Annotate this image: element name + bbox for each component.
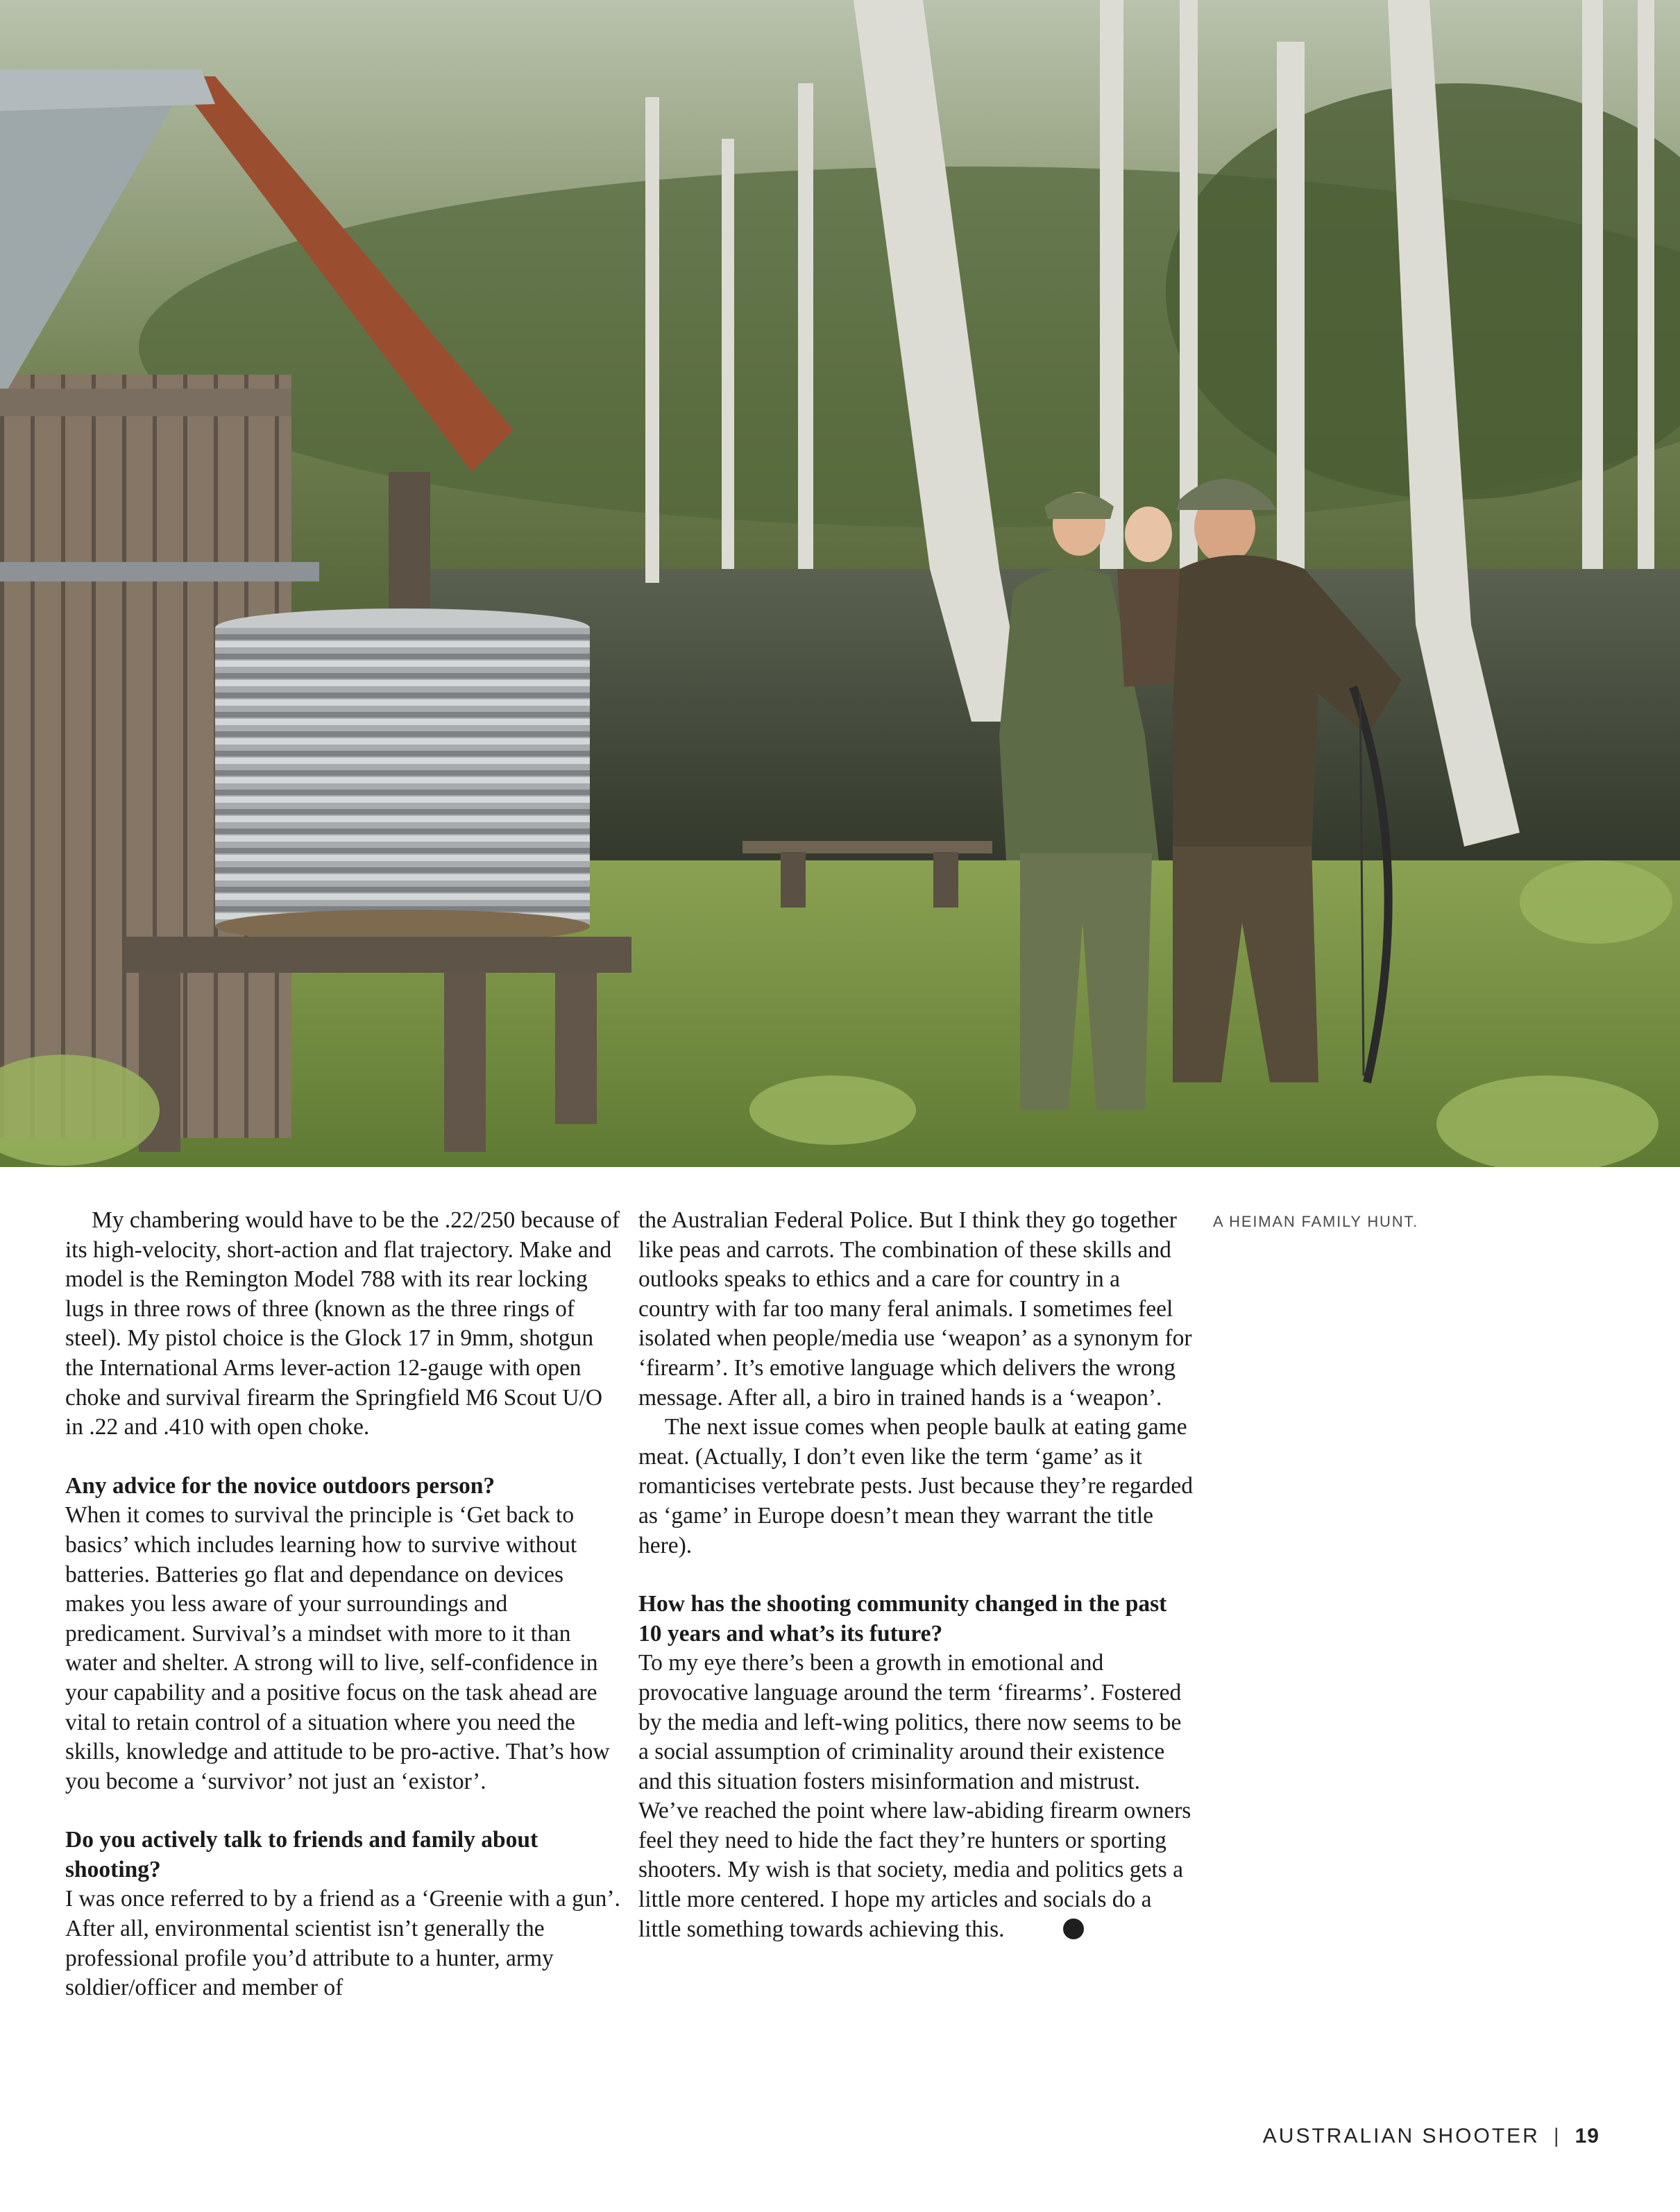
end-mark-icon [1063,1919,1084,1939]
paragraph: When it comes to survival the principle is ‘Get back to basics’ which includes learning how to survive without batteries. Batteries go flat and dependance on devices makes you less aware of your surroundings and predicament. Survival’s a mindset with more to it than water and shelter. A strong will to live, self-confidence in your capability and a positive focus on the task ahead are vital to retain control of a situation where you need the skills, knowledge and attitude to be pro-active. That’s how you become a ‘survivor’ not just an ‘existor’. [65,1502,610,1794]
paragraph-text: To my eye there’s been a growth in emotional and provocative language around the term ‘firearms’. Fostered by the media and left-wing politics, there now seems to be a social assumption of criminality around their existence and this situation fosters misinformation and mistrust. We’ve reached the point where law-abiding firearm owners feel they need to hide the fact they’re hunters or sporting shooters. My wish is that society, media and politics gets a little more centered. I hope my articles and socials do a little something towards achieving this. [638,1650,1191,1942]
paragraph: the Australian Federal Police. But I think they go together like peas and carrots. The combination of these skills and outlooks speaks to ethics and a care for country in a country with far too many feral animals. I sometimes feel isolated when people/media use ‘weapon’ as a synonym for ‘firearm’. It’s emotive language which delivers the wrong message. After all, a biro in trained hands is a ‘weapon’. [638,1207,1192,1411]
paragraph: My chambering would have to be the .22/250 because of its high-velocity, short-action and flat trajectory. Make and model is the Remington Model 788 with its rear locking lugs in three rows of three (known as the three rings of steel). My pistol choice is the Glock 17 in 9mm, shotgun the International Arms lever-action 12-gauge with open choke and survival firearm the Springfield M6 Scout U/O in .22 and .410 with open choke. [65,1207,620,1440]
text-column-middle [638,1206,1194,1944]
photo-caption: A HEIMAN FAMILY HUNT. [1213,1213,1419,1230]
page-footer [1263,2125,1600,2148]
footer-separator: | [1553,2125,1561,2147]
text-column-left [65,1206,620,2003]
paragraph: The next issue comes when people baulk at eating game meat. (Actually, I don’t even like the term ‘game’ as it romanticises vertebrate pests. Just because they’re regarded as ‘game’ in Europe doesn’t mean they warrant the title here). [638,1414,1194,1558]
page-number: 19 [1575,2125,1600,2147]
question-heading: Do you actively talk to friends and family about shooting? [65,1827,538,1882]
question-heading: How has the shooting community changed in the past 10 years and what’s its future? [638,1591,1167,1647]
paragraph: I was once referred to by a friend as a ‘Greenie with a gun’. After all, environmental scientist isn’t generally the professional profile you’d attribute to a hunter, army soldier/officer and member of [65,1886,620,2001]
question-heading: Any advice for the novice outdoors person? [65,1472,495,1499]
publication-name: AUSTRALIAN SHOOTER [1262,2125,1540,2147]
paragraph [638,1649,1194,1944]
